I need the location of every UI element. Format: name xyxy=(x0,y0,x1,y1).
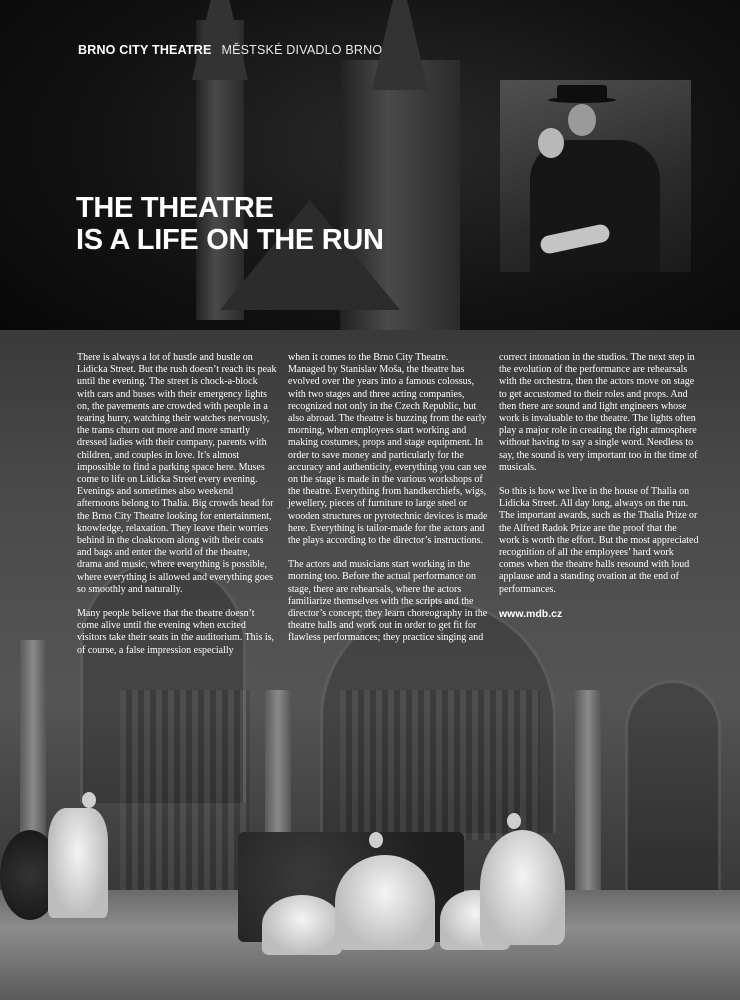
paragraph: when it comes to the Brno City Theatre. Managed by Stanislav Moša, the theatre has evolved over the years into a famous colossus, with two stages and three acting companies, recognized not only in the Czech Republic, but also abroad. The theatre is buzzing from the early morning, when employees start working and making costumes, props and stage equipment. In order to save money and particularly for the accuracy and authenticity, everything you can see on the stage is made in the various workshops of the theatre. Everything from handkerchiefs, wigs, jewellery, pieces of furniture to large steel or wooden structures or pyrotechnic devices is made here. Everything is tailor-made for the actors and the plays according to the director’s instructions. xyxy=(288,352,488,547)
stage-column xyxy=(575,690,601,890)
brand-name: BRNO CITY THEATRE xyxy=(78,43,212,57)
cathedral-left-spire xyxy=(192,0,248,80)
paragraph: There is always a lot of hustle and bustle on Lidicka Street. But the rush doesn’t reach its peak until the evening. The street is chock-a-block with cars and buses with their emergency lights on, the pavements are crowded with people in a tearing hurry, watching their watches nervously, the trams churn out more and more smartly dressed ladies with their company, parents with children, and couples in love. It’s almost impossible to find a parking space here. Muses come to life on Lidicka Street every evening. Evenings and sometimes also weekend afternoons belong to Thalia. Big crowds head for the Brno City Theatre looking for entertainment, knowledge, relaxation. They leave their worries behind in the cloakroom along with their coats and bags and enter the world of the theatre, drama and music, where everything is possible, where everything is allowed and everything goes so smoothly and naturally. xyxy=(77,352,277,595)
article-column-3 xyxy=(499,352,699,620)
article-headline xyxy=(76,192,384,256)
paragraph: correct intonation in the studios. The next step in the evolution of the performance are rehearsals with the orchestra, then the actors move on stage to get accustomed to their roles and props. And then there are sound and light engineers whose work is invaluable to the theatre. The lights often play a major role in creating the right atmosphere without having to say a single word. Needless to say, the sound is very important too in the time of musicals. xyxy=(499,352,698,473)
stage-arch-right xyxy=(625,680,721,893)
actress-figure xyxy=(262,895,342,955)
paragraph: The actors and musicians start working in the morning too. Before the actual performance on stage, there are rehearsals, where the actors familiarize themselves with the scripts and the director’s concept; they learn choreography in the theatre halls and work out in order to get fit for flawless performances; they practice singing and xyxy=(288,559,488,644)
masthead xyxy=(78,43,382,57)
paragraph: Many people believe that the theatre doesn’t come alive until the evening when excited visitors take their seats in the auditorium. This is, of course, a false impression especially xyxy=(77,608,275,656)
actress-figure xyxy=(480,830,565,945)
article-column-2 xyxy=(288,352,488,657)
actor-head xyxy=(82,792,96,808)
inset-photo xyxy=(500,80,691,272)
article-column-1 xyxy=(77,352,277,669)
actress-head xyxy=(369,832,383,848)
stage-curtain xyxy=(120,690,250,890)
actor-figure xyxy=(48,808,108,918)
website-link[interactable]: www.mdb.cz xyxy=(499,607,563,620)
brand-subtitle: MĚSTSKÉ DIVADLO BRNO xyxy=(221,43,383,57)
photo-actress-face xyxy=(538,128,564,158)
actress-figure xyxy=(335,855,435,950)
photo-actor-hat-brim xyxy=(548,97,616,103)
actress-head xyxy=(507,813,521,829)
headline-line-1: THE THEATRE xyxy=(76,192,274,224)
headline-line-2: IS A LIFE ON THE RUN xyxy=(76,224,384,256)
paragraph: So this is how we live in the house of Thalia on Lidicka Street. All day long, always on the run. The important awards, such as the Thalia Prize or the Alfred Radok Prize are the proof that the work is worth the effort. But the most appreciated recognition of all the employees’ hard work comes when the theatre halls resound with loud applause and a standing ovation at the end of performances. xyxy=(499,486,699,595)
photo-actor-face xyxy=(568,104,596,136)
